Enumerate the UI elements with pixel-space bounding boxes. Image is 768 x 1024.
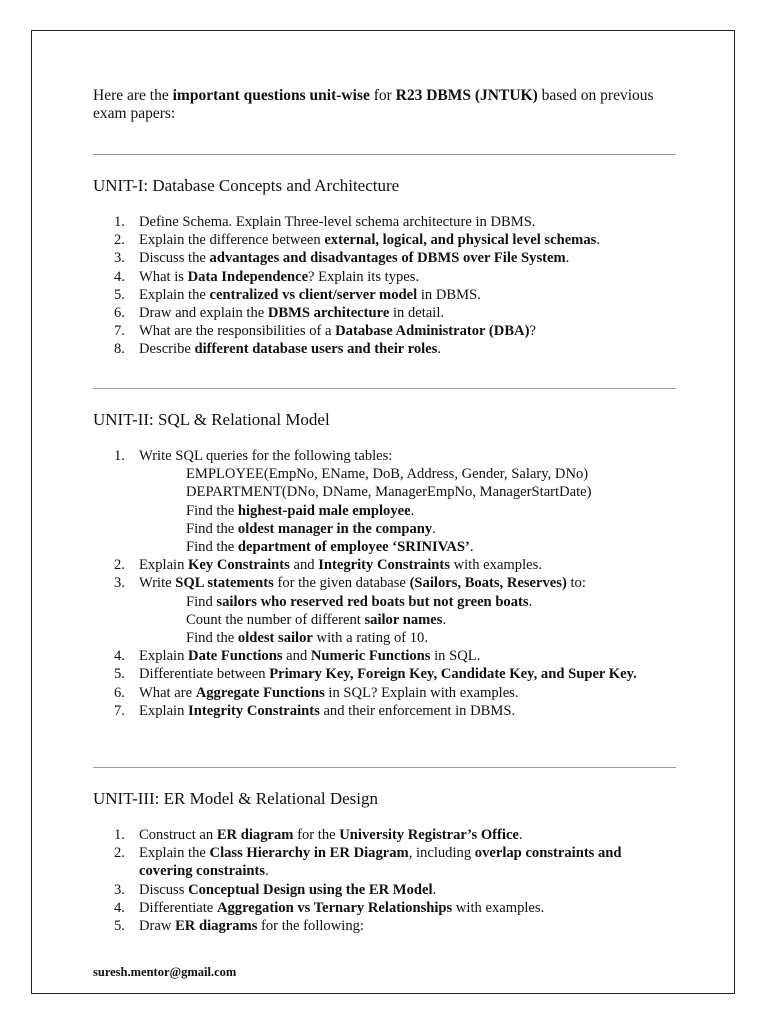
text-segment: Find the: [186, 520, 238, 537]
question-text: [139, 575, 586, 591]
text-segment: with examples.: [449, 557, 542, 574]
sub-question: [139, 520, 678, 538]
text-segment: ?: [529, 323, 536, 340]
question-item: [93, 322, 678, 340]
intro-text: Here are the important questions unit-wise for R23 DBMS (JNTUK) based on previous exam papers:: [93, 87, 654, 122]
sub-question: [139, 611, 678, 629]
text-segment: Discuss the: [139, 250, 210, 267]
question-item: [93, 917, 678, 935]
question-number: 5.: [114, 666, 125, 683]
question-item: [93, 268, 678, 286]
text-segment: Construct an: [139, 827, 217, 843]
bold-text: Integrity Constraints: [318, 557, 450, 574]
question-text: [139, 882, 436, 898]
question-text: [139, 845, 622, 879]
unit-2-title: UNIT-II: SQL & Relational Model: [93, 410, 330, 429]
text-segment: in SQL.: [430, 648, 481, 665]
bold-text: Conceptual Design using the ER Model: [188, 881, 433, 898]
intro-paragraph: [93, 87, 678, 123]
question-item: [93, 340, 678, 358]
footer-email: suresh.mentor@gmail.com: [93, 965, 237, 979]
text-segment: Find the: [186, 502, 238, 519]
question-number: 4.: [114, 268, 125, 285]
text-segment: ? Explain its types.: [308, 268, 420, 285]
question-text: [139, 900, 544, 916]
text-segment: DEPARTMENT(DNo, DName, ManagerEmpNo, ManagerStartDate): [186, 484, 592, 501]
question-number: 7.: [114, 323, 125, 340]
question-number: 5.: [114, 918, 125, 935]
question-item: [93, 231, 678, 249]
question-item: [93, 702, 678, 720]
question-text: [139, 648, 480, 664]
unit-2-questions: [93, 447, 678, 720]
text-segment: Explain the: [139, 286, 210, 303]
text-segment: Explain: [139, 557, 189, 574]
text-segment: .: [596, 232, 600, 249]
bold-text: centralized vs client/server model: [209, 286, 418, 303]
question-text: [139, 827, 523, 843]
text-segment: and: [289, 557, 319, 574]
question-item: [93, 213, 678, 231]
text-segment: What are the responsibilities of a: [139, 323, 336, 340]
text-segment: Draw and explain the: [139, 305, 268, 322]
question-text: [139, 918, 364, 934]
bold-text: Integrity Constraints: [188, 702, 320, 719]
question-text: [139, 250, 569, 266]
question-item: [93, 286, 678, 304]
question-item: [93, 899, 678, 917]
question-text: [139, 323, 536, 339]
question-text: [139, 287, 481, 303]
bold-text: Key Constraints: [188, 557, 290, 574]
question-text: [139, 214, 535, 230]
question-number: 3.: [114, 250, 125, 267]
sub-question: [139, 465, 678, 483]
text-segment: .: [565, 250, 570, 267]
bold-text: ER diagrams: [175, 918, 258, 935]
question-text: [139, 448, 392, 464]
question-text: [139, 666, 637, 682]
question-number: 3.: [114, 881, 125, 898]
question-item: [93, 447, 678, 556]
bold-text: SQL statements: [175, 575, 274, 592]
text-segment: in detail.: [389, 305, 445, 322]
question-item: [93, 684, 678, 702]
unit-1-questions: [93, 213, 678, 359]
bold-text: oldest manager in the company: [237, 520, 433, 537]
text-segment: Explain: [139, 702, 189, 719]
question-text: [139, 703, 515, 719]
bold-text: department of employee ‘SRINIVAS’: [237, 539, 470, 556]
text-segment: for the: [293, 827, 340, 843]
sub-question: [139, 593, 678, 611]
text-segment: with examples.: [452, 899, 545, 916]
question-number: 1.: [114, 214, 125, 230]
bold-text: highest-paid male employee: [237, 502, 411, 519]
text-segment: Explain the difference between: [139, 232, 325, 249]
question-text: [139, 557, 542, 573]
unit-3-title: UNIT-III: ER Model & Relational Design: [93, 789, 379, 808]
text-segment: .: [518, 827, 523, 843]
question-number: 2.: [114, 232, 125, 249]
bold-text: Aggregation vs Ternary Relationships: [216, 899, 453, 916]
bold-text: Class Hierarchy in ER Diagram: [209, 845, 409, 862]
text-segment: .: [437, 341, 441, 358]
question-text: [139, 341, 441, 357]
text-segment: Differentiate: [139, 899, 217, 916]
divider-1: [93, 154, 676, 155]
question-text: [139, 305, 444, 321]
sub-question: [139, 629, 678, 647]
sub-question: [139, 502, 678, 520]
bold-text: different database users and their roles: [194, 341, 438, 358]
text-segment: Find the: [186, 630, 238, 647]
question-item: [93, 826, 678, 844]
question-number: 6.: [114, 684, 125, 701]
unit-3-questions: [93, 826, 678, 935]
bold-text: sailor names: [364, 611, 443, 628]
bold-text: Data Independence: [187, 268, 309, 285]
question-number: 1.: [114, 827, 125, 843]
question-number: 8.: [114, 341, 125, 358]
text-segment: .: [265, 863, 269, 880]
question-text: [139, 232, 600, 248]
sub-question: [139, 483, 678, 501]
unit-1-title: UNIT-I: Database Concepts and Architecture: [93, 176, 400, 195]
question-item: [93, 844, 678, 880]
question-number: 4.: [114, 899, 125, 916]
bold-text: Numeric Functions: [310, 648, 431, 665]
text-segment: Write: [139, 575, 176, 592]
text-segment: Differentiate between: [139, 666, 270, 683]
text-segment: for the given database: [273, 575, 410, 592]
divider-3: [93, 767, 676, 768]
text-segment: Define Schema. Explain Three-level schema architecture in DBMS.: [139, 214, 536, 230]
bold-text: (Sailors, Boats, Reserves): [409, 575, 567, 592]
bold-text: DBMS architecture: [267, 305, 390, 322]
bold-text: Database Administrator (DBA): [335, 323, 530, 340]
question-item: [93, 647, 678, 665]
text-segment: , including: [408, 845, 475, 862]
question-item: [93, 304, 678, 322]
question-item: [93, 556, 678, 574]
question-item: [93, 249, 678, 267]
text-segment: Count the number of different: [186, 611, 365, 628]
question-item: [93, 574, 678, 647]
text-segment: Explain the: [139, 845, 210, 862]
bold-text: University Registrar’s Office: [339, 827, 519, 843]
text-segment: Discuss: [139, 881, 189, 898]
question-text: [139, 269, 419, 285]
text-segment: .: [469, 539, 474, 556]
text-segment: and: [282, 648, 311, 665]
question-item: [93, 881, 678, 899]
bold-text: overlap constraints and covering constraints: [139, 845, 622, 880]
question-number: 3.: [114, 575, 125, 592]
text-segment: to:: [566, 575, 586, 592]
text-segment: .: [442, 611, 447, 628]
bold-text: ER diagram: [216, 827, 294, 843]
text-segment: Find: [186, 593, 217, 610]
bold-text: oldest sailor: [237, 630, 313, 647]
text-segment: Write SQL queries for the following tables:: [139, 448, 393, 464]
text-segment: and their enforcement in DBMS.: [319, 702, 516, 719]
question-number: 4.: [114, 648, 125, 665]
question-number: 6.: [114, 305, 125, 322]
question-number: 2.: [114, 557, 125, 574]
bold-text: Primary Key, Foreign Key, Candidate Key, and Super Key.: [269, 666, 637, 683]
text-segment: .: [432, 520, 436, 537]
bold-text: advantages and disadvantages of DBMS over File System: [209, 250, 566, 267]
question-item: [93, 665, 678, 683]
text-segment: .: [528, 593, 533, 610]
text-segment: What is: [139, 268, 188, 285]
text-segment: EMPLOYEE(EmpNo, EName, DoB, Address, Gender, Salary, DNo): [186, 466, 589, 483]
question-text: [139, 685, 519, 701]
question-number: 7.: [114, 702, 125, 719]
bold-text: Date Functions: [188, 648, 283, 665]
question-number: 1.: [114, 448, 125, 464]
divider-2: [93, 388, 676, 389]
text-segment: Find the: [186, 539, 238, 556]
text-segment: for the following:: [257, 918, 364, 935]
text-segment: Explain: [139, 648, 189, 665]
text-segment: .: [410, 502, 415, 519]
text-segment: in DBMS.: [417, 286, 481, 303]
question-number: 2.: [114, 845, 125, 862]
question-number: 5.: [114, 286, 125, 303]
bold-text: Aggregate Functions: [195, 684, 325, 701]
bold-text: external, logical, and physical level schemas: [324, 232, 597, 249]
bold-text: sailors who reserved red boats but not green boats: [216, 593, 529, 610]
text-segment: What are: [139, 684, 196, 701]
sub-question: [139, 538, 678, 556]
text-segment: Draw: [139, 918, 176, 935]
text-segment: .: [432, 881, 437, 898]
text-segment: Describe: [139, 341, 195, 358]
text-segment: with a rating of 10.: [312, 630, 428, 647]
text-segment: in SQL? Explain with examples.: [324, 684, 519, 701]
